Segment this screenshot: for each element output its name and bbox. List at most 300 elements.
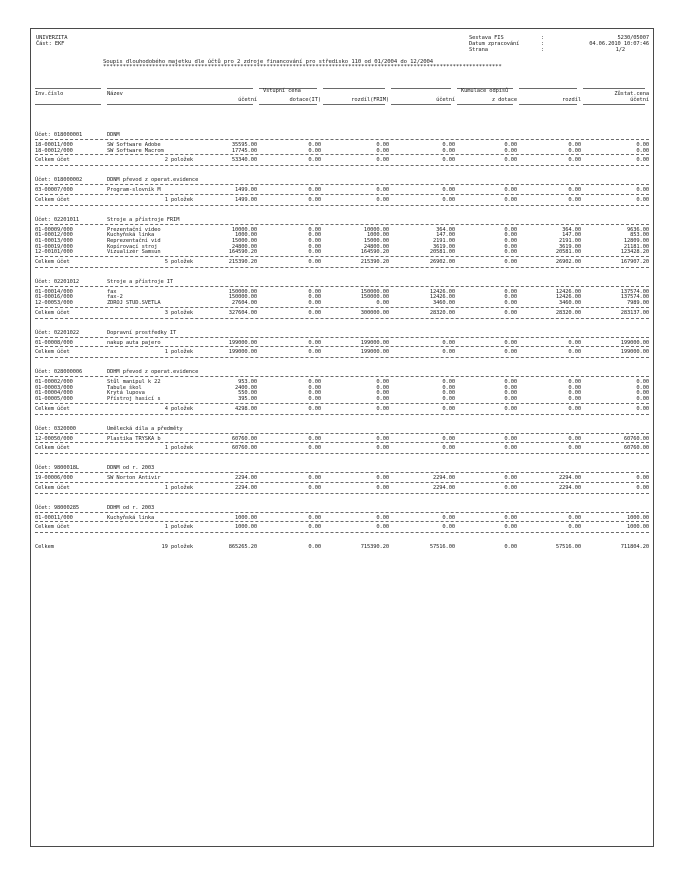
table-cell-v2: 0.00 [308, 384, 321, 391]
table-cell-v5: 0.00 [504, 379, 517, 386]
account-total-label: Celkem účet [35, 524, 70, 531]
table-cell-v3: 0.00 [376, 187, 389, 194]
table-cell-v6: 0.00 [568, 435, 581, 442]
account-total-count: 1 položek [164, 349, 193, 356]
header-rule-bottom [519, 104, 577, 105]
table-cell-v6: 12426.00 [555, 288, 581, 295]
table-cell-v1: 60760.00 [231, 435, 257, 442]
account-total-v4: 2294.00 [432, 484, 455, 491]
account-total-v1: 199000.00 [228, 349, 257, 356]
account-number: Účet: 02201022 [35, 329, 80, 336]
table-cell-v5: 0.00 [504, 232, 517, 239]
header-rule-bottom [583, 104, 645, 105]
table-cell-v4: 2294.00 [432, 475, 455, 482]
table-cell-v3: 0.00 [376, 435, 389, 442]
account-total-v5: 0.00 [504, 196, 517, 203]
table-cell-v2: 0.00 [308, 232, 321, 239]
header-rule-bottom [35, 104, 101, 105]
account-name: DDNM [107, 132, 120, 138]
table-cell-v5: 0.00 [504, 384, 517, 391]
grand-total-v6: 57516.00 [555, 544, 581, 551]
account-total-label: Celkem účet [35, 309, 70, 316]
account-total-v6: 0.00 [568, 405, 581, 412]
account-name: DDHM od r. 2003 [107, 504, 155, 511]
header-rule-top [323, 88, 385, 89]
account-name: Umělecká díla a předměty [107, 425, 183, 432]
account-total-v1: 1000.00 [234, 524, 257, 531]
table-cell-v6: 0.00 [568, 379, 581, 386]
account-total-v5: 0.00 [504, 484, 517, 491]
section-separator [35, 154, 649, 155]
section-separator [35, 224, 649, 225]
table-cell-v6: 12426.00 [555, 294, 581, 301]
table-cell-v7: 7989.00 [626, 300, 649, 306]
account-number: Účet: 018000001 [35, 132, 83, 138]
account-total-count: 5 položek [164, 258, 193, 265]
org-part: Část: EKF [36, 41, 65, 47]
table-cell-inv: 01-00003/000 [35, 384, 73, 391]
table-cell-v4: 0.00 [442, 142, 455, 148]
table-cell-v7: 137574.00 [620, 294, 649, 301]
account-total-label: Celkem účet [35, 349, 70, 356]
table-cell-inv: 01-00013/000 [35, 238, 73, 244]
table-cell-v1: 395.00 [238, 396, 257, 402]
account-total-v7: 199000.00 [620, 349, 649, 356]
table-cell-inv: 18-00011/000 [35, 142, 73, 148]
account-total-v4: 28320.00 [429, 309, 455, 316]
grand-total-v3: 715390.20 [360, 544, 389, 551]
section-separator [35, 307, 649, 308]
table-cell-v7: 0.00 [636, 379, 649, 386]
table-cell-v6: 0.00 [568, 390, 581, 397]
section-separator [35, 139, 649, 140]
grand-total-v7: 711804.20 [620, 544, 649, 551]
table-cell-v3: 199000.00 [360, 339, 389, 346]
datum-value: 04.06.2010 10:07:46 [589, 41, 649, 47]
grand-total-v2: 0.00 [308, 544, 321, 551]
table-cell-v6: 0.00 [568, 396, 581, 402]
section-separator [35, 194, 649, 195]
account-total-count: 2 položek [164, 157, 193, 164]
section-separator [35, 433, 649, 434]
account-number: Účet: 018000002 [35, 177, 83, 184]
account-total-v2: 0.00 [308, 349, 321, 356]
account-total-v1: 60760.00 [231, 445, 257, 452]
table-cell-v3: 0.00 [376, 475, 389, 482]
account-number: Účet: 0320000 [35, 425, 76, 432]
account-total-v7: 0.00 [636, 484, 649, 491]
datum-colon: : [541, 41, 545, 47]
table-cell-v5: 0.00 [504, 288, 517, 295]
account-total-v6: 26902.00 [555, 258, 581, 265]
account-number: Účet: 9800018L [35, 465, 80, 472]
table-cell-v3: 150000.00 [360, 288, 389, 295]
account-total-v4: 26902.00 [429, 258, 455, 265]
table-cell-v6: 3619.00 [558, 243, 581, 250]
table-cell-v4: 0.00 [442, 339, 455, 346]
strana-value: 1/2 [615, 47, 625, 53]
table-cell-v3: 164590.20 [360, 249, 389, 256]
table-cell-v2: 0.00 [308, 142, 321, 148]
account-total-v2: 0.00 [308, 258, 321, 265]
section-separator [35, 346, 649, 347]
table-cell-nazev: SW Norton Antivir [107, 475, 161, 482]
table-cell-v2: 0.00 [308, 300, 321, 306]
table-cell-inv: 03-00007/000 [35, 187, 73, 194]
account-total-v4: 0.00 [442, 524, 455, 531]
table-cell-nazev: Tabule škol [107, 384, 142, 391]
account-total-v2: 0.00 [308, 524, 321, 531]
table-cell-inv: 01-00008/000 [35, 339, 73, 346]
table-cell-inv: 01-00012/000 [35, 232, 73, 239]
account-total-v5: 0.00 [504, 309, 517, 316]
header-rule-bottom [391, 104, 451, 105]
account-total-v7: 167907.20 [620, 258, 649, 265]
table-cell-v3: 0.00 [376, 142, 389, 148]
table-cell-nazev: Krytá lupova [107, 390, 145, 397]
grand-total-v1: 865265.20 [228, 544, 257, 551]
table-cell-v7: 0.00 [636, 384, 649, 391]
section-separator [35, 376, 649, 377]
table-cell-v6: 2191.00 [558, 238, 581, 244]
account-total-v4: 0.00 [442, 157, 455, 164]
account-total-v5: 0.00 [504, 349, 517, 356]
account-total-v7: 283137.00 [620, 309, 649, 316]
table-cell-v7: 0.00 [636, 390, 649, 397]
account-total-v2: 0.00 [308, 196, 321, 203]
table-cell-v4: 147.00 [436, 232, 455, 239]
table-cell-v4: 20581.00 [429, 249, 455, 256]
account-total-v6: 0.00 [568, 445, 581, 452]
col-vc-rozdil: rozdíl(FRIM) [351, 97, 389, 103]
table-cell-v5: 0.00 [504, 238, 517, 244]
account-total-count: 1 položek [164, 196, 193, 203]
section-separator [35, 414, 649, 415]
table-cell-v1: 164590.20 [228, 249, 257, 256]
account-total-count: 1 položek [164, 484, 193, 491]
table-cell-v2: 0.00 [308, 243, 321, 250]
strana-colon: : [541, 47, 545, 53]
account-total-v2: 0.00 [308, 157, 321, 164]
table-cell-v6: 0.00 [568, 384, 581, 391]
table-cell-v2: 0.00 [308, 147, 321, 154]
col-inv: Inv.číslo [35, 91, 64, 97]
table-cell-v3: 0.00 [376, 379, 389, 386]
header-rule-top [181, 88, 253, 89]
table-cell-v1: 24800.00 [231, 243, 257, 250]
col-ko-dotace: z dotace [491, 97, 517, 103]
account-total-v7: 0.00 [636, 196, 649, 203]
account-total-v7: 1000.00 [626, 524, 649, 531]
table-cell-v1: 2400.00 [234, 384, 257, 391]
table-cell-v3: 0.00 [376, 390, 389, 397]
account-number: Účet: 98000285 [35, 504, 80, 511]
account-total-v3: 215390.20 [360, 258, 389, 265]
account-total-v1: 1499.00 [234, 196, 257, 203]
col-zc-ucetni: účetní [630, 97, 649, 103]
table-cell-v1: 15000.00 [231, 238, 257, 244]
table-cell-v2: 0.00 [308, 288, 321, 295]
account-number: Účet: 028000006 [35, 369, 83, 376]
table-cell-v7: 0.00 [636, 187, 649, 194]
account-total-label: Celkem účet [35, 196, 70, 203]
table-cell-v2: 0.00 [308, 238, 321, 244]
table-cell-v5: 0.00 [504, 339, 517, 346]
account-total-count: 1 položek [164, 524, 193, 531]
account-total-v3: 199000.00 [360, 349, 389, 356]
table-cell-v1: 150000.00 [228, 288, 257, 295]
section-separator [35, 521, 649, 522]
table-cell-v7: 12809.00 [623, 238, 649, 244]
table-cell-nazev: Přístroj hasící s [107, 396, 161, 402]
account-total-v6: 2294.00 [558, 484, 581, 491]
account-name: Stroje a přístroje FRIM [107, 216, 180, 223]
account-total-count: 3 položek [164, 309, 193, 316]
account-total-label: Celkem účet [35, 258, 70, 265]
account-total-v2: 0.00 [308, 445, 321, 452]
table-cell-v3: 24800.00 [363, 243, 389, 250]
account-total-v6: 0.00 [568, 157, 581, 164]
account-total-v7: 0.00 [636, 157, 649, 164]
sestava-label: Sestava FIS [469, 35, 504, 41]
table-cell-nazev: Plastika TRYSKA b [107, 435, 161, 442]
table-cell-v7: 853.00 [630, 232, 649, 239]
table-cell-inv: 12-00101/000 [35, 249, 73, 256]
table-cell-v6: 0.00 [568, 147, 581, 154]
table-cell-v1: 150000.00 [228, 294, 257, 301]
table-cell-nazev: Kuchyňská linka [107, 232, 155, 239]
report-title: Soupis dlouhodobého majetku dle účtů pro 2 zdroje financování pro středisko 110 od 01/2004 do 12/2004 [103, 59, 434, 65]
table-cell-v6: 20581.00 [555, 249, 581, 256]
table-cell-v5: 0.00 [504, 142, 517, 148]
header-rule-bottom [259, 104, 317, 105]
table-cell-inv: 01-00016/000 [35, 294, 73, 301]
table-cell-inv: 01-00014/000 [35, 288, 73, 295]
table-cell-v5: 0.00 [504, 294, 517, 301]
header-rule-bottom [323, 104, 385, 105]
grand-total-label: Celkem [35, 544, 54, 551]
table-cell-nazev: Stůl manipul k 22 [107, 379, 161, 386]
header-rule-top [583, 88, 645, 89]
table-cell-nazev: fax-2 [107, 294, 123, 301]
table-cell-v5: 0.00 [504, 226, 517, 233]
table-cell-v7: 0.00 [636, 147, 649, 154]
header-rule-top [35, 88, 101, 89]
table-cell-v2: 0.00 [308, 396, 321, 402]
sestava-value: 5230/05007 [617, 35, 649, 41]
account-total-v1: 2294.00 [234, 484, 257, 491]
table-cell-nazev: Program-slovník M [107, 187, 161, 194]
table-cell-v1: 1000.00 [234, 514, 257, 521]
section-separator [35, 532, 649, 533]
account-total-v4: 0.00 [442, 349, 455, 356]
account-total-v1: 4298.00 [234, 405, 257, 412]
account-total-v1: 215390.20 [228, 258, 257, 265]
account-total-v4: 0.00 [442, 196, 455, 203]
table-cell-v1: 199000.00 [228, 339, 257, 346]
table-cell-v2: 0.00 [308, 294, 321, 301]
account-total-v7: 0.00 [636, 405, 649, 412]
grand-total-v5: 0.00 [504, 544, 517, 551]
section-separator [35, 442, 649, 443]
col-vc-ucetni: účetní [238, 97, 257, 103]
table-cell-v4: 0.00 [442, 390, 455, 397]
table-cell-v4: 12426.00 [429, 294, 455, 301]
table-cell-v6: 147.00 [562, 232, 581, 239]
grand-total-count: 19 položek [161, 544, 193, 551]
table-cell-v1: 953.00 [238, 379, 257, 386]
table-cell-nazev: Reprezentační vid [107, 238, 161, 244]
table-cell-v3: 10000.00 [363, 226, 389, 233]
account-total-v4: 0.00 [442, 405, 455, 412]
account-total-label: Celkem účet [35, 445, 70, 452]
table-cell-v2: 0.00 [308, 187, 321, 194]
account-total-count: 1 položek [164, 445, 193, 452]
section-separator [35, 512, 649, 513]
section-separator [35, 165, 649, 166]
col-vstupni-cena: Vstupní cena [263, 88, 301, 94]
col-zustat-cena: Zůstat.cena [614, 91, 649, 97]
account-total-v3: 0.00 [376, 196, 389, 203]
account-total-v3: 300000.00 [360, 309, 389, 316]
table-cell-v1: 27604.00 [231, 300, 257, 306]
account-total-v3: 0.00 [376, 484, 389, 491]
table-cell-v4: 0.00 [442, 396, 455, 402]
table-cell-inv: 12-00050/000 [35, 435, 73, 442]
header-rule-bottom [181, 104, 253, 105]
table-cell-v4: 2191.00 [432, 238, 455, 244]
account-total-label: Celkem účet [35, 405, 70, 412]
account-total-v5: 0.00 [504, 405, 517, 412]
account-total-v3: 0.00 [376, 524, 389, 531]
table-cell-v1: 35595.00 [231, 142, 257, 148]
section-separator [35, 482, 649, 483]
col-ko-rozdil: rozdíl [562, 97, 581, 103]
account-total-label: Celkem účet [35, 484, 70, 491]
table-cell-v2: 0.00 [308, 390, 321, 397]
header-rule-bottom [457, 104, 513, 105]
section-separator [35, 318, 649, 319]
table-cell-v6: 0.00 [568, 187, 581, 194]
table-cell-v5: 0.00 [504, 243, 517, 250]
section-separator [35, 256, 649, 257]
account-total-v5: 0.00 [504, 524, 517, 531]
table-cell-v2: 0.00 [308, 226, 321, 233]
header-rule-top [391, 88, 451, 89]
table-cell-v4: 0.00 [442, 187, 455, 194]
table-cell-v6: 0.00 [568, 514, 581, 521]
section-separator [35, 472, 649, 473]
table-cell-v6: 364.00 [562, 226, 581, 233]
account-total-v2: 0.00 [308, 484, 321, 491]
section-separator [35, 267, 649, 268]
section-separator [35, 337, 649, 338]
account-total-count: 4 položek [164, 405, 193, 412]
account-total-v6: 0.00 [568, 524, 581, 531]
table-cell-v1: 1000.00 [234, 232, 257, 239]
table-cell-v6: 2294.00 [558, 475, 581, 482]
table-cell-v1: 10000.00 [231, 226, 257, 233]
table-cell-nazev: SW Software Adobe [107, 142, 161, 148]
section-separator [35, 286, 649, 287]
account-total-v6: 28320.00 [555, 309, 581, 316]
table-cell-nazev: nakup auta pajero [107, 339, 161, 346]
grand-total-v4: 57516.00 [429, 544, 455, 551]
table-cell-v4: 0.00 [442, 435, 455, 442]
table-cell-v5: 0.00 [504, 147, 517, 154]
section-separator [35, 453, 649, 454]
account-name: Dopravní prostředky IT [107, 329, 177, 336]
account-total-v6: 0.00 [568, 196, 581, 203]
account-total-v5: 0.00 [504, 157, 517, 164]
table-cell-nazev: Vizualizér Samsun [107, 249, 161, 256]
col-nazev: Název [107, 91, 123, 97]
table-cell-inv: 01-00002/000 [35, 379, 73, 386]
table-cell-v2: 0.00 [308, 514, 321, 521]
section-separator [35, 205, 649, 206]
table-cell-v3: 0.00 [376, 384, 389, 391]
strana-label: Strana [469, 47, 488, 53]
section-separator [35, 184, 649, 185]
account-total-v2: 0.00 [308, 405, 321, 412]
table-cell-inv: 01-00009/000 [35, 226, 73, 233]
table-cell-v2: 0.00 [308, 435, 321, 442]
account-total-v1: 53340.00 [231, 157, 257, 164]
table-cell-v1: 17745.00 [231, 147, 257, 154]
account-total-v7: 60760.00 [623, 445, 649, 452]
section-separator [35, 357, 649, 358]
account-total-v2: 0.00 [308, 309, 321, 316]
col-vc-dotace: dotace(IT) [289, 97, 321, 103]
table-cell-inv: 01-00019/000 [35, 243, 73, 250]
table-cell-v4: 0.00 [442, 384, 455, 391]
table-cell-inv: 12-00053/000 [35, 300, 73, 306]
table-cell-v7: 1000.00 [626, 514, 649, 521]
report-sheet [30, 28, 654, 847]
account-total-v3: 0.00 [376, 157, 389, 164]
table-cell-inv: 19-00006/000 [35, 475, 73, 482]
table-cell-v7: 199000.00 [620, 339, 649, 346]
account-total-v6: 0.00 [568, 349, 581, 356]
account-total-v5: 0.00 [504, 445, 517, 452]
table-cell-v5: 0.00 [504, 390, 517, 397]
org-name: UNIVERZITA [36, 35, 68, 41]
account-name: DDNM převod z operat.evidence [107, 177, 199, 184]
table-cell-nazev: Kuchyňská linka [107, 514, 155, 521]
table-cell-v3: 15000.00 [363, 238, 389, 244]
table-cell-v5: 0.00 [504, 249, 517, 256]
account-name: Stroje a přístroje IT [107, 278, 174, 285]
table-cell-v5: 0.00 [504, 300, 517, 306]
table-cell-v4: 3619.00 [432, 243, 455, 250]
table-cell-v6: 3460.00 [558, 300, 581, 306]
table-cell-nazev: ZDROJ STUD.SVETLA [107, 300, 161, 306]
table-cell-v7: 0.00 [636, 475, 649, 482]
table-cell-v7: 0.00 [636, 142, 649, 148]
table-cell-v1: 2294.00 [234, 475, 257, 482]
table-cell-v5: 0.00 [504, 187, 517, 194]
col-ko-ucetni: účetní [436, 97, 455, 103]
account-total-v3: 0.00 [376, 405, 389, 412]
table-cell-v2: 0.00 [308, 379, 321, 386]
account-total-v5: 0.00 [504, 258, 517, 265]
account-number: Účet: 02201012 [35, 278, 80, 285]
table-cell-v4: 364.00 [436, 226, 455, 233]
table-cell-v3: 150000.00 [360, 294, 389, 301]
table-cell-v5: 0.00 [504, 396, 517, 402]
table-cell-v3: 0.00 [376, 396, 389, 402]
table-cell-inv: 01-00011/000 [35, 514, 73, 521]
